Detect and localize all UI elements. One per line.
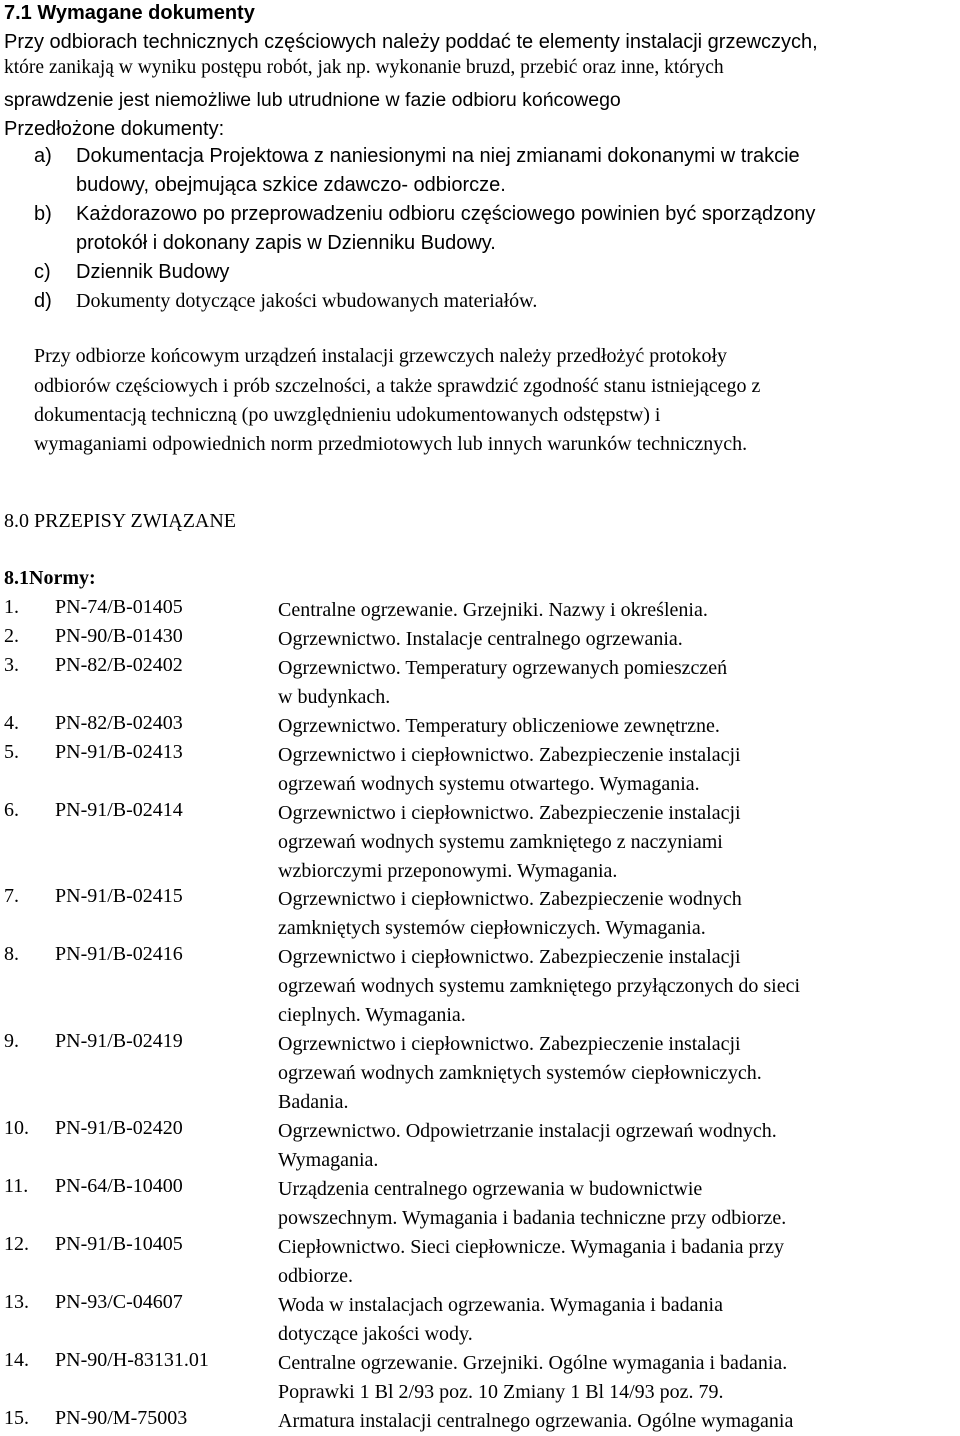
norm-description: Ogrzewnictwo i ciepłownictwo. Zabezpieczenie instalacji ogrzewań wodnych systemu zamkniętego przyłączonych do sieci cieplnych. Wymagania. [278, 946, 801, 1026]
norm-number: 9. [4, 1030, 19, 1052]
norm-code: PN-91/B-10405 [55, 1233, 183, 1255]
paragraph-line: dokumentacją techniczną (po uwzględnieniu udokumentowanych odstępstw) i [34, 404, 661, 426]
norm-code: PN-82/B-02403 [55, 712, 183, 734]
norm-code: PN-64/B-10400 [55, 1175, 183, 1197]
intro-line: które zanikają w wyniku postępu robót, jak np. wykonanie bruzd, przebić oraz inne, których [4, 57, 724, 78]
norm-description: Ogrzewnictwo. Temperatury obliczeniowe zewnętrzne. [278, 715, 720, 737]
list-item-text: Dziennik Budowy [76, 261, 230, 283]
norm-number: 1. [4, 596, 19, 618]
norm-code: PN-74/B-01405 [55, 596, 183, 618]
norm-code: PN-90/H-83131.01 [55, 1349, 209, 1371]
norm-code: PN-91/B-02420 [55, 1117, 183, 1139]
norm-description: Ogrzewnictwo i ciepłownictwo. Zabezpieczenie instalacji ogrzewań wodnych systemu zamkniętego z naczyniami wzbiorczymi przeponowymi. Wymagania. [278, 802, 741, 882]
section-heading: 7.1 Wymagane dokumenty [4, 2, 255, 24]
list-item-label: a) [34, 145, 52, 167]
norm-number: 12. [4, 1233, 29, 1255]
norm-number: 11. [4, 1175, 29, 1197]
paragraph-line: Przy odbiorze końcowym urządzeń instalacji grzewczych należy przedłożyć protokoły [34, 345, 728, 367]
norm-code: PN-91/B-02416 [55, 943, 183, 965]
list-item-text: Dokumentacja Projektowa z naniesionymi na niej zmianami dokonanymi w trakcie [76, 145, 800, 167]
norm-number: 15. [4, 1407, 29, 1429]
norm-description: Centralne ogrzewanie. Grzejniki. Nazwy i określenia. [278, 599, 708, 621]
norm-number: 4. [4, 712, 19, 734]
norm-description: Ogrzewnictwo. Instalacje centralnego ogrzewania. [278, 628, 683, 650]
list-item-text: protokół i dokonany zapis w Dzienniku Budowy. [76, 232, 496, 254]
intro-line: sprawdzenie jest niemożliwe lub utrudnione w fazie odbioru końcowego [4, 89, 621, 111]
intro-line: Przy odbiorach technicznych częściowych należy poddać te elementy instalacji grzewczych, [4, 31, 818, 53]
norm-number: 2. [4, 625, 19, 647]
subsection-title: 8.1Normy: [4, 567, 96, 589]
norm-description: Urządzenia centralnego ogrzewania w budownictwie powszechnym. Wymagania i badania techniczne przy odbiorze. [278, 1178, 787, 1229]
norm-number: 10. [4, 1117, 29, 1139]
list-item-text: budowy, obejmująca szkice zdawczo- odbiorcze. [76, 174, 506, 196]
norm-description: Ogrzewnictwo i ciepłownictwo. Zabezpieczenie instalacji ogrzewań wodnych systemu otwartego. Wymagania. [278, 744, 741, 795]
norm-number: 13. [4, 1291, 29, 1313]
list-item-text: Dokumenty dotyczące jakości wbudowanych materiałów. [76, 290, 538, 312]
norm-description: Woda w instalacjach ogrzewania. Wymagania i badania dotyczące jakości wody. [278, 1294, 723, 1345]
norm-number: 7. [4, 885, 19, 907]
norm-number: 3. [4, 654, 19, 676]
norm-code: PN-91/B-02413 [55, 741, 183, 763]
section-title: 8.0 PRZEPISY ZWIĄZANE [4, 510, 237, 532]
norm-description: Armatura instalacji centralnego ogrzewania. Ogólne wymagania [278, 1410, 794, 1432]
norm-code: PN-91/B-02415 [55, 885, 183, 907]
norm-code: PN-91/B-02419 [55, 1030, 183, 1052]
norm-description: Ogrzewnictwo. Odpowietrzanie instalacji ogrzewań wodnych. Wymagania. [278, 1120, 777, 1171]
list-item-text: Każdorazowo po przeprowadzeniu odbioru częściowego powinien być sporządzony [76, 203, 816, 225]
norm-number: 8. [4, 943, 19, 965]
list-item-label: b) [34, 203, 52, 225]
paragraph-line: odbiorów częściowych i prób szczelności, a także sprawdzić zgodność stanu istniejącego z [34, 375, 761, 397]
list-item-label: c) [34, 261, 51, 283]
norm-description: Ogrzewnictwo i ciepłownictwo. Zabezpieczenie wodnych zamkniętych systemów ciepłowniczych. Wymagania. [278, 888, 742, 939]
norm-code: PN-91/B-02414 [55, 799, 183, 821]
norm-number: 6. [4, 799, 19, 821]
norm-number: 14. [4, 1349, 29, 1371]
norm-code: PN-93/C-04607 [55, 1291, 183, 1313]
intro-line: Przedłożone dokumenty: [4, 118, 225, 140]
norm-description: Ogrzewnictwo i ciepłownictwo. Zabezpieczenie instalacji ogrzewań wodnych zamkniętych systemów ciepłowniczych. Badania. [278, 1033, 762, 1113]
list-item-label: d) [34, 290, 52, 312]
norm-number: 5. [4, 741, 19, 763]
norm-description: Centralne ogrzewanie. Grzejniki. Ogólne wymagania i badania. Poprawki 1 Bl 2/93 poz. 10 Zmiany 1 Bl 14/93 poz. 79. [278, 1352, 788, 1403]
norm-code: PN-90/M-75003 [55, 1407, 188, 1429]
norm-code: PN-82/B-02402 [55, 654, 183, 676]
norm-description: Ciepłownictwo. Sieci ciepłownicze. Wymagania i badania przy odbiorze. [278, 1236, 785, 1287]
norm-description: Ogrzewnictwo. Temperatury ogrzewanych pomieszczeń w budynkach. [278, 657, 728, 708]
paragraph-line: wymaganiami odpowiednich norm przedmiotowych lub innych warunków technicznych. [34, 433, 748, 455]
norm-code: PN-90/B-01430 [55, 625, 183, 647]
